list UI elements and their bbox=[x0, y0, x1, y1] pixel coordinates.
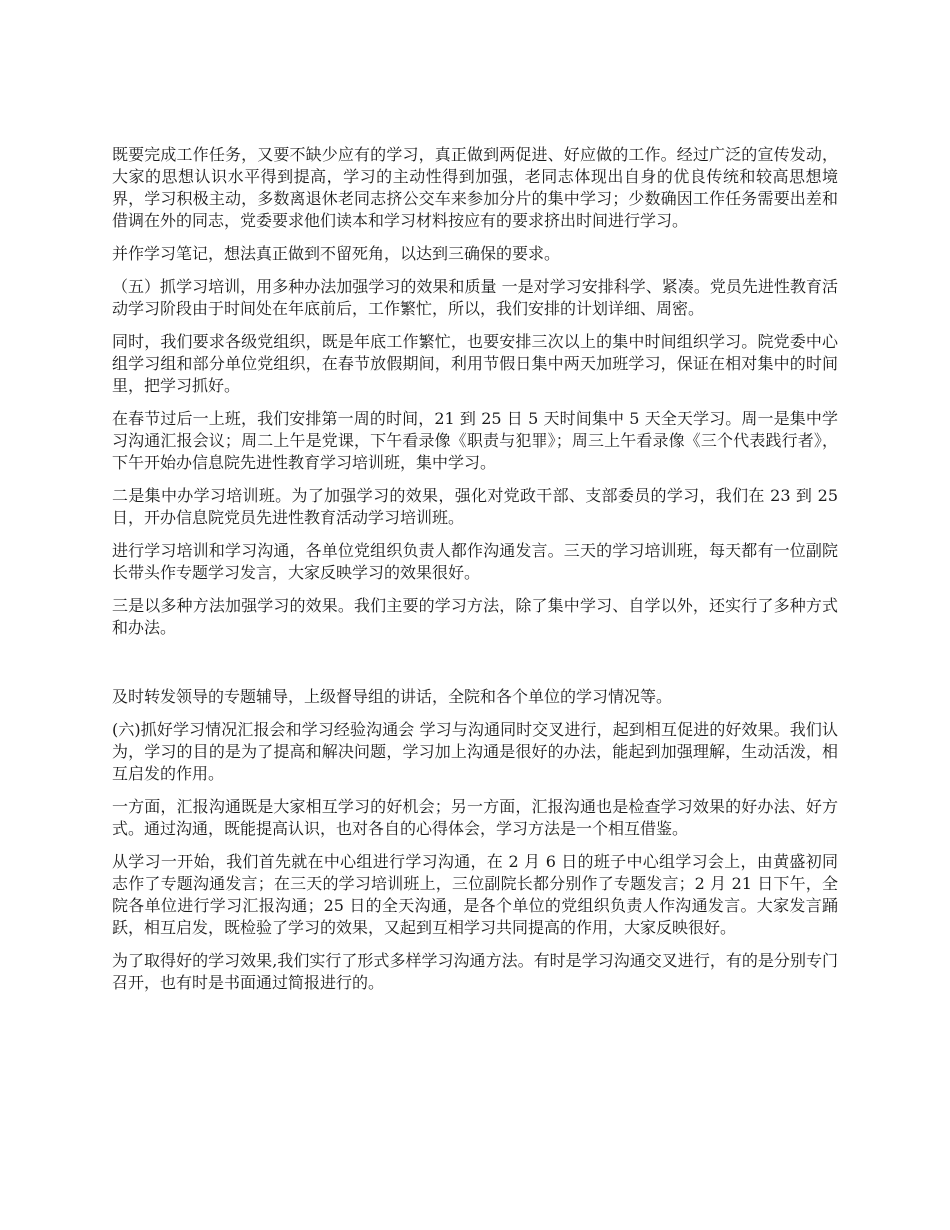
paragraph: （五）抓学习培训，用多种办法加强学习的效果和质量 一是对学习安排科学、紧凑。党员先进性教育活动学习阶段由于时间处在年底前后，工作繁忙，所以，我们安排的计划详细、周密。 bbox=[112, 277, 838, 318]
paragraph: 并作学习笔记，想法真正做到不留死角，以达到三确保的要求。 bbox=[112, 244, 561, 263]
paragraph: 三是以多种方法加强学习的效果。我们主要的学习方法，除了集中学习、自学以外，还实行了多种方式和办法。 bbox=[112, 596, 838, 637]
paragraph: 二是集中办学习培训班。为了加强学习的效果，强化对党政干部、支部委员的学习，我们在 23 到 25 日，开办信息院党员先进性教育活动学习培训班。 bbox=[112, 486, 838, 527]
paragraph: 从学习一开始，我们首先就在中心组进行学习沟通，在 2 月 6 日的班子中心组学习会上，由黄盛初同志作了专题沟通发言；在三天的学习培训班上，三位副院长都分别作了专题发言；2 月 21 日下午，全院各单位进行学习汇报沟通；25 日的全天沟通，是各个单位的党组织负责人作沟通发言。大家发言踊跃，相互启发，既检验了学习的效果，又起到互相学习共同提高的作用，大家反映很好。 bbox=[112, 852, 838, 937]
paragraph: 一方面，汇报沟通既是大家相互学习的好机会；另一方面，汇报沟通也是检查学习效果的好办法、好方式。通过沟通，既能提高认识，也对各自的心得体会，学习方法是一个相互借鉴。 bbox=[112, 797, 838, 838]
paragraph: 为了取得好的学习效果,我们实行了形式多样学习沟通方法。有时是学习沟通交叉进行，有的是分别专门召开，也有时是书面通过简报进行的。 bbox=[112, 951, 838, 992]
section-gap bbox=[112, 650, 838, 686]
paragraph: 既要完成工作任务，又要不缺少应有的学习，真正做到两促进、好应做的工作。经过广泛的宣传发动，大家的思想认识水平得到提高，学习的主动性得到加强，老同志体现出自身的优良传统和较高思想境界，学习积极主动，多数离退休老同志挤公交车来参加分片的集中学习；少数确因工作任务需要出差和借调在外的同志，党委要求他们读本和学习材料按应有的要求挤出时间进行学习。 bbox=[112, 145, 838, 230]
document-body bbox=[112, 144, 838, 1005]
paragraph: 在春节过后一上班，我们安排第一周的时间，21 到 25 日 5 天时间集中 5 天全天学习。周一是集中学习沟通汇报会议；周二上午是党课，下午看录像《职责与犯罪》；周三上午看录像《三个代表践行者》，下午开始办信息院先进性教育学习培训班，集中学习。 bbox=[112, 409, 838, 472]
paragraph: 及时转发领导的专题辅导，上级督导组的讲话，全院和各个单位的学习情况等。 bbox=[112, 687, 673, 706]
paragraph: (六)抓好学习情况汇报会和学习经验沟通会 学习与沟通同时交叉进行，起到相互促进的好效果。我们认为，学习的目的是为了提高和解决问题，学习加上沟通是很好的办法，能起到加强理解，生动活泼，相互启发的作用。 bbox=[112, 720, 838, 783]
paragraph: 进行学习培训和学习沟通，各单位党组织负责人都作沟通发言。三天的学习培训班，每天都有一位副院长带头作专题学习发言，大家反映学习的效果很好。 bbox=[112, 541, 838, 582]
paragraph: 同时，我们要求各级党组织，既是年底工作繁忙，也要安排三次以上的集中时间组织学习。院党委中心组学习组和部分单位党组织，在春节放假期间，利用节假日集中两天加班学习，保证在相对集中的时间里，把学习抓好。 bbox=[112, 332, 838, 395]
